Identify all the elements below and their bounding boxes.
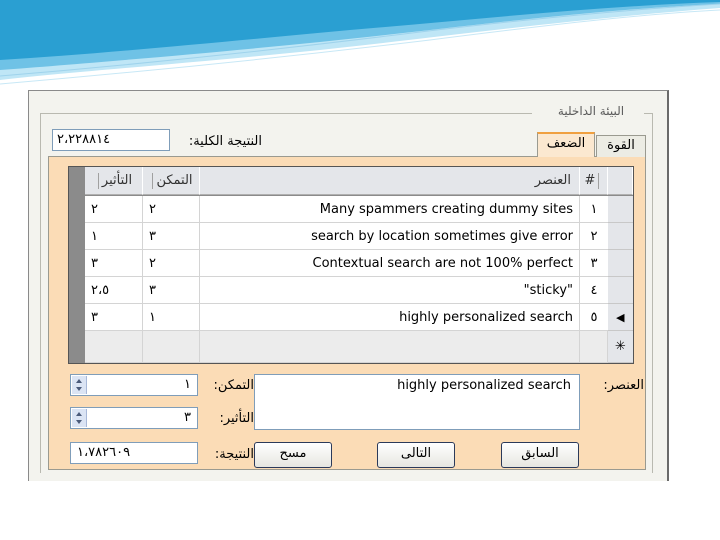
group-title: البيئة الداخلية [540, 104, 642, 122]
current-row-arrow-icon: ▶ [616, 311, 625, 324]
cell-impact[interactable]: ٣ [85, 250, 143, 277]
cell-element[interactable]: Many spammers creating dummy sites [200, 196, 580, 223]
cell-impact[interactable]: ٢،٥ [85, 277, 143, 304]
row-selector[interactable] [608, 196, 633, 223]
group-border-top-right [644, 113, 652, 114]
row-selector-new[interactable] [608, 331, 633, 363]
likelihood-spinner[interactable] [70, 374, 198, 396]
row-selector-current[interactable] [608, 304, 633, 331]
cell-likelihood[interactable]: ١ [143, 304, 200, 331]
cell-element[interactable]: highly personalized search [200, 304, 580, 331]
likelihood-label: التمكن: [213, 378, 254, 393]
previous-button[interactable]: السابق [501, 442, 579, 468]
next-button[interactable]: التالى [377, 442, 455, 468]
likelihood-value: ١ [184, 377, 191, 392]
group-border-right [652, 113, 653, 473]
header-swoosh-decoration [0, 0, 720, 90]
new-row-cell[interactable] [143, 331, 200, 363]
row-selector[interactable] [608, 250, 633, 277]
tab-strengths[interactable]: القوة [596, 135, 646, 157]
result-field[interactable]: ١،٧٨٢٦٠٩ [70, 442, 198, 464]
row-selector[interactable] [608, 277, 633, 304]
group-border-left [40, 113, 41, 473]
group-border-top [40, 113, 532, 114]
new-record-asterisk-icon: ✳ [615, 339, 626, 354]
cell-element[interactable]: search by location sometimes give error [200, 223, 580, 250]
total-result-field[interactable]: ٢،٢٢٨٨١٤ [52, 129, 170, 151]
cell-id[interactable]: ٤ [580, 277, 608, 304]
new-row-cell[interactable] [85, 331, 143, 363]
new-row-cell[interactable] [580, 331, 608, 363]
cell-impact[interactable]: ١ [85, 223, 143, 250]
cell-id[interactable]: ٥ [580, 304, 608, 331]
new-row-cell[interactable] [200, 331, 580, 363]
cell-element[interactable]: "sticky" [200, 277, 580, 304]
row-selector[interactable] [608, 223, 633, 250]
cell-id[interactable]: ٣ [580, 250, 608, 277]
column-header-element-label: العنصر [534, 173, 571, 188]
impact-spinner[interactable] [70, 407, 198, 429]
cell-impact[interactable]: ٢ [85, 196, 143, 223]
column-header-likelihood-label: التمكن [156, 173, 193, 188]
column-header-id[interactable] [580, 167, 608, 195]
cell-impact[interactable]: ٣ [85, 304, 143, 331]
cell-id[interactable]: ٢ [580, 223, 608, 250]
delete-button[interactable]: مسح [254, 442, 332, 468]
cell-likelihood[interactable]: ٢ [143, 250, 200, 277]
column-header-impact-label: التأثير [101, 173, 133, 188]
cell-likelihood[interactable]: ٣ [143, 277, 200, 304]
spinner-up-down-icon[interactable] [72, 376, 87, 394]
total-result-label: النتيجة الكلية: [188, 134, 262, 149]
column-header-id-label: # [584, 173, 596, 188]
impact-value: ٣ [184, 410, 191, 425]
cell-element[interactable]: Contextual search are not 100% perfect [200, 250, 580, 277]
spinner-up-down-icon[interactable] [72, 409, 87, 427]
result-label: النتيجة: [214, 447, 254, 462]
column-header-impact[interactable] [85, 167, 143, 195]
element-text-field[interactable]: highly personalized search [254, 374, 580, 430]
column-header-row-selector [608, 167, 633, 195]
tab-weaknesses[interactable]: الضعف [537, 132, 595, 157]
impact-label: التأثير: [219, 411, 254, 426]
column-header-element[interactable] [200, 167, 580, 195]
column-header-likelihood[interactable] [143, 167, 200, 195]
cell-id[interactable]: ١ [580, 196, 608, 223]
cell-likelihood[interactable]: ٢ [143, 196, 200, 223]
element-label: العنصر: [603, 378, 644, 393]
cell-likelihood[interactable]: ٣ [143, 223, 200, 250]
